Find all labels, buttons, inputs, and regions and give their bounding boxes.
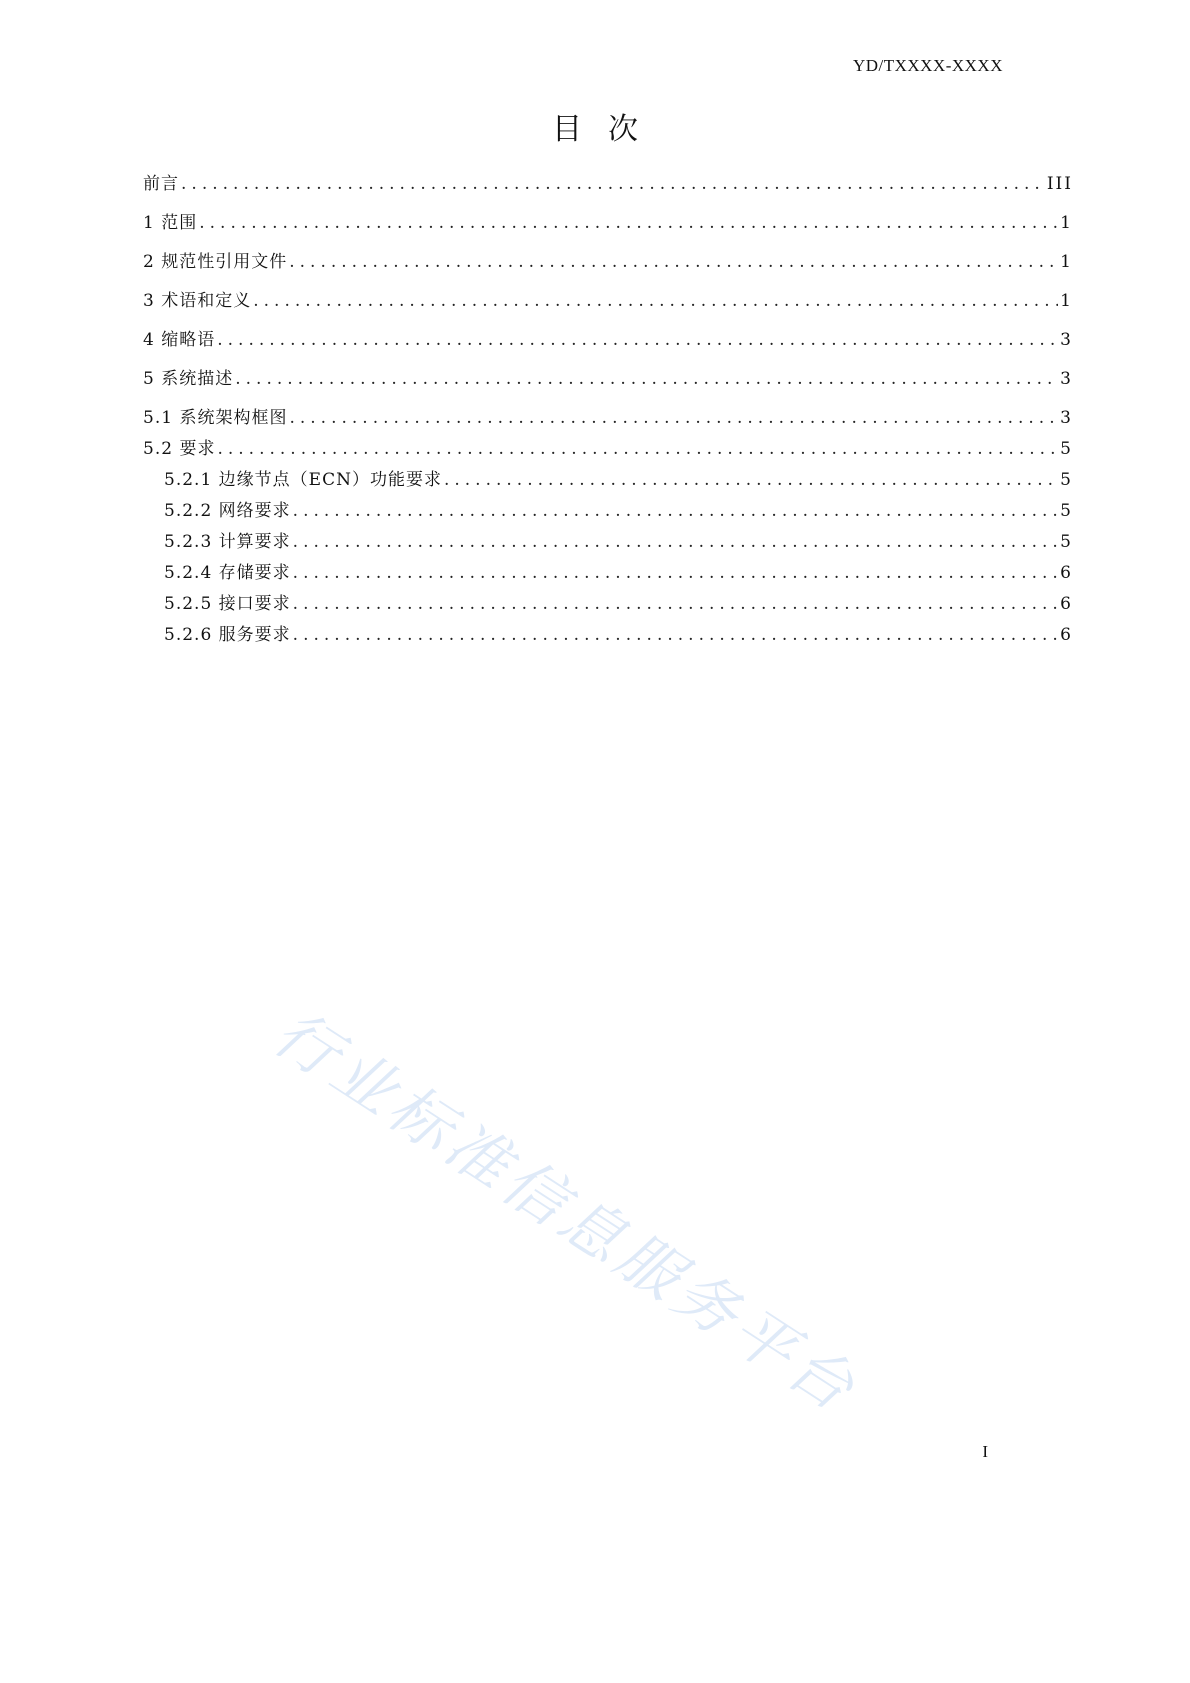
toc-entry[interactable] — [143, 369, 1073, 408]
toc-entry[interactable] — [143, 291, 1073, 330]
toc-entry-label: 5.2.1 边缘节点（ECN）功能要求 — [164, 470, 442, 490]
toc-entry-page: 5 — [1060, 470, 1073, 490]
page-number: I — [982, 1442, 988, 1461]
toc-leader-dots — [293, 501, 1059, 521]
toc-entry-label: 4 缩略语 — [143, 330, 216, 350]
toc-leader-dots — [289, 252, 1058, 272]
toc-entry[interactable] — [143, 563, 1073, 594]
table-of-contents — [143, 174, 1073, 656]
toc-entry-label: 3 术语和定义 — [143, 291, 252, 311]
document-code: YD/TXXXX-XXXX — [852, 56, 1003, 75]
toc-entry[interactable] — [143, 501, 1073, 532]
toc-entry-page: 6 — [1060, 563, 1073, 583]
toc-entry[interactable] — [143, 330, 1073, 369]
toc-entry[interactable] — [143, 532, 1073, 563]
toc-entry-label: 1 范围 — [143, 213, 198, 233]
toc-title: 目次 — [552, 112, 664, 147]
toc-entry-label: 5.1 系统架构框图 — [143, 408, 288, 428]
toc-entry-label: 5.2.4 存储要求 — [164, 563, 291, 583]
toc-entry-label: 5.2.3 计算要求 — [164, 532, 291, 552]
toc-entry-page: 1 — [1060, 252, 1073, 272]
toc-entry[interactable] — [143, 439, 1073, 470]
toc-entry-page: 5 — [1060, 532, 1073, 552]
toc-entry-page: III — [1046, 174, 1073, 194]
toc-leader-dots — [217, 439, 1058, 459]
toc-entry-page: 6 — [1060, 625, 1073, 645]
toc-leader-dots — [293, 532, 1059, 552]
toc-leader-dots — [199, 213, 1058, 233]
toc-entry[interactable] — [143, 252, 1073, 291]
toc-entry-page: 1 — [1060, 213, 1073, 233]
toc-entry-page: 3 — [1060, 408, 1073, 428]
toc-entry[interactable] — [143, 625, 1073, 656]
toc-entry-page: 3 — [1060, 369, 1073, 389]
toc-entry-page: 5 — [1060, 501, 1073, 521]
toc-leader-dots — [253, 291, 1058, 311]
toc-leader-dots — [293, 563, 1059, 583]
toc-entry-page: 5 — [1060, 439, 1073, 459]
toc-entry-page: 1 — [1060, 291, 1073, 311]
toc-entry-page: 3 — [1060, 330, 1073, 350]
toc-entry-label: 5.2.6 服务要求 — [164, 625, 291, 645]
toc-leader-dots — [293, 594, 1059, 614]
toc-entry-label: 2 规范性引用文件 — [143, 252, 288, 272]
toc-entry-label: 前言 — [143, 174, 179, 194]
toc-entry-label: 5.2 要求 — [143, 439, 216, 459]
toc-leader-dots — [293, 625, 1059, 645]
toc-entry[interactable] — [143, 470, 1073, 501]
toc-entry[interactable] — [143, 174, 1073, 213]
toc-leader-dots — [181, 174, 1045, 194]
toc-entry-label: 5 系统描述 — [143, 369, 234, 389]
toc-entry[interactable] — [143, 213, 1073, 252]
toc-leader-dots — [217, 330, 1058, 350]
toc-leader-dots — [444, 470, 1058, 490]
toc-entry[interactable] — [143, 594, 1073, 625]
watermark: 行业标准信息服务平台 — [261, 995, 872, 1428]
toc-leader-dots — [235, 369, 1058, 389]
toc-entry-label: 5.2.2 网络要求 — [164, 501, 291, 521]
toc-entry-label: 5.2.5 接口要求 — [164, 594, 291, 614]
toc-entry-page: 6 — [1060, 594, 1073, 614]
toc-entry[interactable] — [143, 408, 1073, 439]
toc-leader-dots — [289, 408, 1058, 428]
